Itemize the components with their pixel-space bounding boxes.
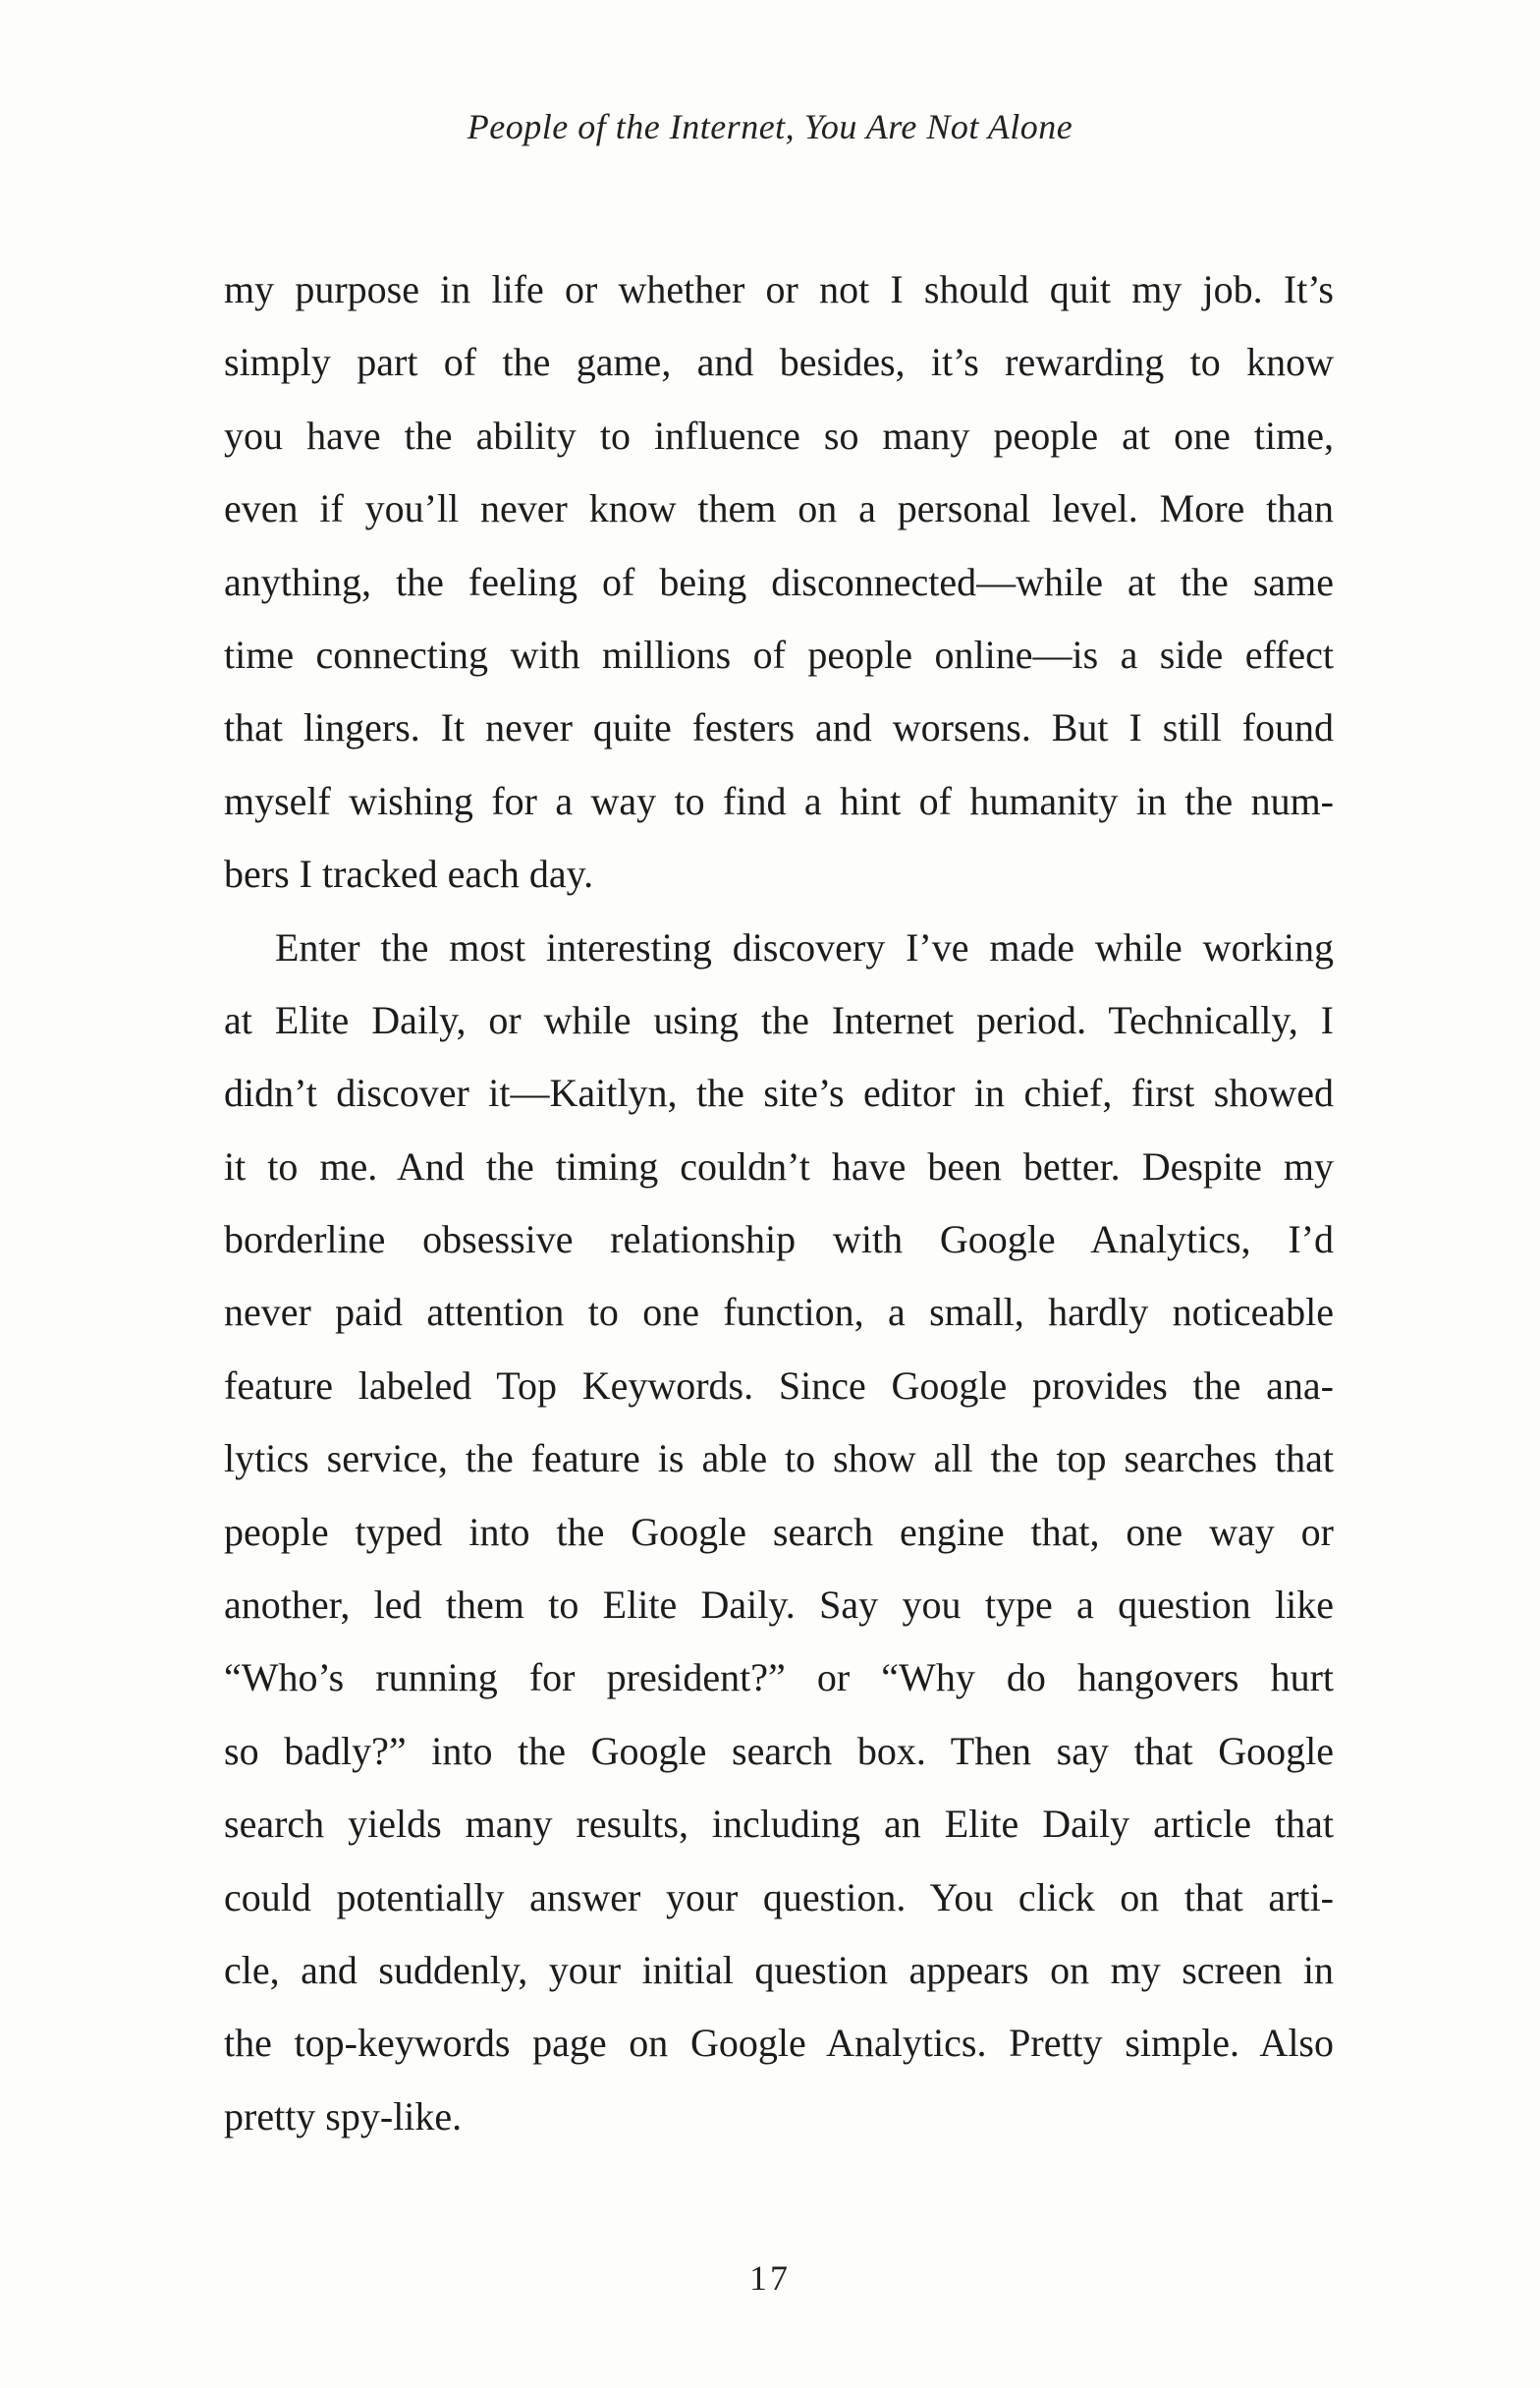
text-line: at Elite Daily, or while using the Internet period. Technically, I — [224, 997, 1334, 1042]
text-line: “Who’s running for president?” or “Why do hangovers hurt — [224, 1655, 1334, 1700]
text-line: lytics service, the feature is able to show all the top searches that — [224, 1436, 1334, 1481]
text-line: anything, the feeling of being disconnected—while at the same — [224, 559, 1334, 604]
text-line: my purpose in life or whether or not I should quit my job. It’s — [224, 267, 1334, 311]
text-line: Enter the most interesting discovery I’ve made while working — [275, 924, 1334, 970]
text-line: borderline obsessive relationship with Google Analytics, I’d — [224, 1217, 1334, 1262]
text-line: the top-keywords page on Google Analytics. Pretty simple. Also — [224, 2021, 1334, 2066]
text-line: time connecting with millions of people online—is a side effect — [224, 632, 1334, 677]
text-line: cle, and suddenly, your initial question appears on my screen in — [224, 1947, 1334, 1992]
text-line: even if you’ll never know them on a personal level. More than — [224, 486, 1334, 531]
text-line: search yields many results, including an Elite Daily article that — [224, 1802, 1334, 1847]
text-line: never paid attention to one function, a small, hardly noticeable — [224, 1290, 1334, 1335]
text-line: so badly?” into the Google search box. Then say that Google — [224, 1728, 1334, 1773]
text-line: bers I tracked each day. — [224, 852, 594, 897]
text-line: simply part of the game, and besides, it’s rewarding to know — [224, 340, 1334, 385]
text-line: pretty spy-like. — [224, 2093, 463, 2138]
text-line: people typed into the Google search engine that, one way or — [224, 1509, 1334, 1554]
text-line: didn’t discover it—Kaitlyn, the site’s editor in chief, first showed — [224, 1071, 1334, 1116]
body-text — [224, 253, 1334, 2153]
running-head: People of the Internet, You Are Not Alone — [467, 107, 1073, 146]
text-line: feature labeled Top Keywords. Since Google provides the ana- — [224, 1362, 1334, 1408]
text-line: that lingers. It never quite festers and worsens. But I still found — [224, 705, 1334, 750]
text-line: you have the ability to influence so many people at one time, — [224, 413, 1334, 458]
page-number: 17 — [749, 2258, 791, 2298]
text-line: could potentially answer your question. You click on that arti- — [224, 1874, 1334, 1919]
text-line: another, led them to Elite Daily. Say you type a question like — [224, 1583, 1334, 1628]
text-line: myself wishing for a way to find a hint of humanity in the num- — [224, 778, 1334, 823]
text-line: it to me. And the timing couldn’t have been better. Despite my — [224, 1143, 1334, 1189]
